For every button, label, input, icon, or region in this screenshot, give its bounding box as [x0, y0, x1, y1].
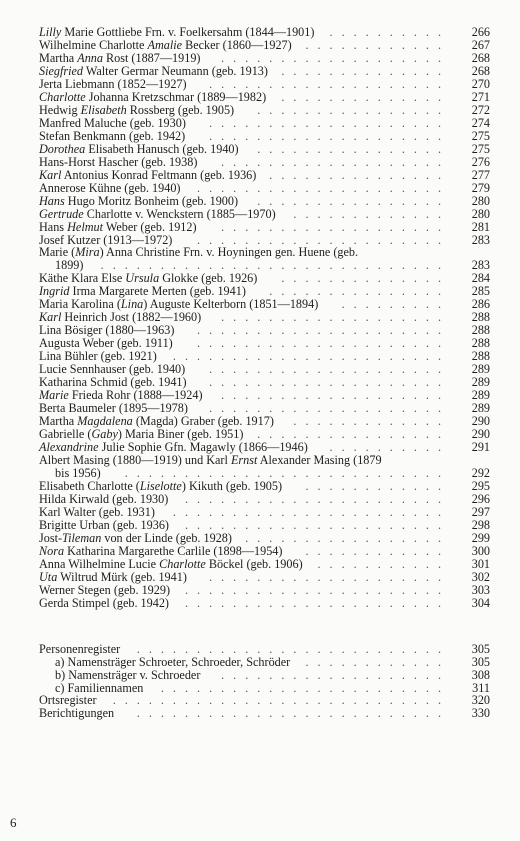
entry-page-number: 270 [471, 76, 490, 91]
section-gap [39, 610, 490, 643]
entry-page-number: 277 [471, 167, 490, 182]
entry-title-italic: Karl [39, 310, 62, 325]
entry-page-number: 284 [471, 271, 490, 286]
entry-title-part: Julie Sophie Gfn. Magawly (1866—1946) [98, 440, 308, 454]
entry-title-part: Marie Gottliebe Frn. v. Foelkersahm (1844—1901) [61, 25, 315, 39]
register-title: Berichtigungen [39, 706, 115, 721]
leader-dots: ..................... [197, 232, 450, 247]
leader-dots: .......... [329, 25, 450, 39]
entry-title-part: Anna Wilhelmine Lucie [39, 556, 160, 571]
entry-page-number: 298 [471, 517, 490, 532]
leader-dots: ............ [305, 37, 450, 52]
entry-page-number: 289 [471, 375, 490, 390]
leader-dots: ...................... [184, 595, 450, 610]
entry-page-number: 288 [471, 349, 490, 364]
leader-dots: ..................... [197, 336, 450, 351]
entry-title-italic: Helmut [67, 219, 103, 234]
register-entry [39, 643, 490, 656]
entry-title-italic: Siegfried [39, 63, 84, 78]
entry-page-number: 296 [471, 491, 490, 506]
entry-title-part: ) Maria Biner (geb. 1951) [117, 427, 244, 442]
leader-dots: ......... [341, 297, 450, 312]
entry-page-number: 266 [471, 25, 490, 39]
entry-title-italic: Mira [75, 245, 100, 260]
register-title: Ortsregister [39, 693, 97, 708]
entry-title-part: ) Anna Christine Frn. v. Hoyningen gen. Huene (geb. [99, 245, 359, 260]
entry-page-number: 275 [471, 141, 490, 156]
register-page-number: 308 [471, 667, 490, 682]
leader-dots: ..................... [197, 323, 450, 338]
entry-page-number: 303 [471, 582, 490, 597]
leader-dots: ............. [293, 206, 450, 221]
entry-title-italic: Gaby [91, 427, 118, 442]
leader-dots: ................... [221, 219, 450, 234]
entry-page-number: 276 [471, 154, 490, 169]
entry-title-italic: Lilly [39, 25, 62, 39]
entry-title-part: Lina Bühler (geb. 1921) [39, 349, 157, 364]
entry-page-number: 300 [471, 543, 490, 558]
entry-page-number: 272 [471, 102, 490, 117]
entry-title-part: Rossberg (geb. 1905) [126, 102, 235, 117]
register-title: Personenregister [39, 641, 121, 656]
entry-title-italic: Marie [39, 388, 69, 403]
leader-dots: ................... [221, 50, 450, 65]
entry-title-italic: Anna [77, 50, 103, 65]
entry-page-number: 290 [471, 427, 490, 442]
leader-dots: .............. [281, 89, 450, 104]
leader-dots: .................... [209, 128, 450, 143]
entry-title-part: Gabrielle ( [39, 427, 92, 442]
leader-dots: ............ [305, 543, 450, 558]
entry-page-number: 268 [471, 50, 490, 65]
entry-title-italic: Karl [39, 167, 62, 182]
entry-title-part: Hans [39, 219, 68, 234]
entry-title-part: Frieda Rohr (1888—1924) [68, 388, 203, 403]
leader-dots: .................... [209, 115, 450, 130]
biography-entry-list [39, 26, 490, 610]
entry-page-number: 288 [471, 310, 490, 325]
entry-page-number: 271 [471, 89, 490, 104]
leader-dots: .......................... [136, 706, 450, 721]
leader-dots: ................... [221, 388, 450, 403]
entry-title-italic: Uta [39, 569, 58, 584]
entry-page-number: 285 [471, 284, 490, 299]
leader-dots: .................... [209, 76, 450, 91]
leader-dots: ...................... [184, 582, 450, 597]
leader-dots: .................... [209, 375, 450, 390]
entry-title-part: Charlotte v. Wenckstern (1885—1970) [83, 206, 276, 221]
entry-title-italic: Ursula [125, 271, 160, 286]
entry-title-part: Jost- [39, 530, 63, 545]
entry-title-italic: Tileman [62, 530, 102, 545]
toc-entry [39, 246, 490, 272]
leader-dots: ............ [305, 654, 450, 669]
leader-dots: ................ [257, 141, 450, 156]
register-entry [39, 656, 490, 669]
entry-page-number: 267 [471, 37, 490, 52]
leader-dots: .......... [329, 440, 450, 454]
entry-page-number: 283 [471, 232, 490, 247]
entry-title-part: Glokke (geb. 1926) [159, 271, 258, 286]
register-title: c) Familiennamen [55, 680, 144, 695]
entry-title-part: Karl Walter (geb. 1931) [39, 504, 155, 519]
entry-title-part: Walter Germar Neumann (geb. 1913) [83, 63, 268, 78]
leader-dots: ........... [317, 556, 450, 571]
entry-title-part: ) Auguste Kelterborn (1851—1894) [143, 297, 319, 312]
entry-title-part: Hugo Moritz Bonheim (geb. 1900) [64, 193, 239, 208]
entry-title-italic: Amalie [147, 37, 183, 52]
entry-title-part: Martha [39, 50, 78, 65]
leader-dots: ................ [257, 102, 450, 117]
leader-dots: ................... [221, 154, 450, 169]
entry-title-italic: Charlotte [159, 556, 206, 571]
entry-page-number: 268 [471, 63, 490, 78]
entry-title-part: Marie ( [39, 245, 76, 260]
entry-page-number: 289 [471, 388, 490, 403]
leader-dots: ..................... [197, 180, 450, 195]
entry-title-part: Martha [39, 414, 78, 429]
leader-dots: ............................. [100, 258, 450, 273]
entry-page-number: 283 [471, 258, 490, 273]
entry-title-part: (Magda) Graber (geb. 1917) [132, 414, 274, 429]
entry-title-part: Albert Masing (1880—1919) und Karl [39, 452, 231, 467]
entry-title-italic: Magdalena [77, 414, 133, 429]
entry-page-number: 288 [471, 323, 490, 338]
entry-title-part: Wiltrud Mürk (geb. 1941) [57, 569, 187, 584]
leader-dots: .............. [281, 63, 450, 78]
entry-page-number: 290 [471, 414, 490, 429]
leader-dots: ................... [221, 667, 450, 682]
entry-title-part: Hilda Kirwald (geb. 1930) [39, 491, 169, 506]
entry-title-part: Weber (geb. 1912) [103, 219, 197, 234]
leader-dots: ................. [245, 530, 450, 545]
leader-dots: .................... [209, 569, 450, 584]
entry-page-number: 279 [471, 180, 490, 195]
entry-title-italic: Elisabeth [80, 102, 127, 117]
leader-dots: ................ [257, 193, 450, 208]
entry-title-part: von der Linde (geb. 1928) [101, 530, 232, 545]
entry-title-part: Katharina Margarethe Carlile (1898—1954) [64, 543, 283, 558]
entry-page-number: 297 [471, 504, 490, 519]
entry-page-number: 288 [471, 336, 490, 351]
entry-page-number: 280 [471, 206, 490, 221]
entry-title-part: Elisabeth Hanusch (geb. 1940) [85, 141, 239, 156]
entry-title-part: Irma Margarete Merten (geb. 1941) [69, 284, 246, 299]
entry-title-italic: Ingrid [39, 284, 70, 299]
entry-page-number: 301 [471, 556, 490, 571]
register-title: a) Namensträger Schroeter, Schroeder, Schröder [55, 654, 291, 669]
leader-dots: .................... [209, 401, 450, 416]
leader-dots: ....................... [172, 504, 450, 519]
entry-title-italic: Nora [39, 543, 65, 558]
leader-dots: .......................... [136, 641, 450, 656]
entry-title-continuation: bis 1956) [55, 465, 101, 480]
entry-title-italic: Gertrude [39, 206, 84, 221]
leader-dots: ............... [269, 284, 450, 299]
leader-dots: ........................ [160, 680, 450, 695]
leader-dots: ...................... [184, 517, 450, 532]
entry-page-number: 304 [471, 595, 490, 610]
entry-page-number: 295 [471, 478, 490, 493]
entry-title-part: Werner Stegen (geb. 1929) [39, 582, 171, 597]
entry-page-number: 280 [471, 193, 490, 208]
leader-dots: ............... [269, 167, 450, 182]
entry-title-continuation: 1899) [55, 258, 84, 273]
register-page-number: 305 [471, 654, 490, 669]
entry-title-part: Rost (1887—1919) [102, 50, 201, 65]
register-title: b) Namensträger v. Schroeder [55, 667, 201, 682]
entry-title-part: Josef Kutzer (1913—1972) [39, 232, 173, 247]
register-page-number: 305 [471, 641, 490, 656]
leader-dots: ............ [305, 478, 450, 493]
leader-dots: .................... [209, 362, 450, 377]
entry-title-italic: Charlotte [39, 89, 86, 104]
entry-page-number: 275 [471, 128, 490, 143]
entry-title-italic: Lina [120, 297, 144, 312]
register-entry [39, 669, 490, 682]
entry-title-part: Böckel (geb. 1906) [205, 556, 303, 571]
page-number: 6 [10, 815, 17, 830]
register-page-number: 311 [472, 680, 490, 695]
entry-page-number: 291 [471, 440, 490, 454]
entry-page-number: 292 [471, 465, 490, 480]
entry-title-part: Katharina Schmid (geb. 1941) [39, 375, 187, 390]
entry-page-number: 286 [471, 297, 490, 312]
entry-title-part: Berta Baumeler (1895—1978) [39, 401, 188, 416]
entry-title-part: Hans-Horst Hascher (geb. 1938) [39, 154, 198, 169]
entry-title-part: Gerda Stimpel (geb. 1942) [39, 595, 169, 610]
leader-dots: .............. [281, 271, 450, 286]
entry-title-part: Manfred Maluche (geb. 1930) [39, 115, 186, 130]
entry-page-number: 289 [471, 401, 490, 416]
entry-title-part: Becker (1860—1927) [182, 37, 292, 52]
toc-entry [39, 597, 490, 610]
leader-dots: ............. [293, 414, 450, 429]
entry-title-part: Maria Karolina ( [39, 297, 121, 312]
entry-title-part: Lina Bösiger (1880—1963) [39, 323, 175, 338]
entry-title-part: Johanna Kretzschmar (1889—1982) [85, 89, 267, 104]
entry-title-part: ) Kikuth (geb. 1905) [181, 478, 283, 493]
register-page-number: 320 [471, 693, 490, 708]
register-list [39, 643, 490, 721]
leader-dots: ........................... [124, 465, 450, 480]
entry-title-part: Hedwig [39, 102, 81, 117]
table-of-contents [39, 26, 490, 720]
entry-title-part: Wilhelmine Charlotte [39, 37, 148, 52]
register-entry [39, 707, 490, 720]
leader-dots: ....................... [172, 349, 450, 364]
entry-title-part: Jerta Liebmann (1852—1927) [39, 76, 187, 91]
entry-title-part: Annerose Kühne (geb. 1940) [39, 180, 181, 195]
entry-title-part: Käthe Klara Else [39, 271, 126, 286]
entry-title-part: Lucie Sennhauser (geb. 1940) [39, 362, 186, 377]
entry-title-part: Antonius Konrad Feltmann (geb. 1936) [61, 167, 257, 182]
leader-dots: ............................ [112, 693, 450, 708]
entry-title-part: Stefan Benkmann (geb. 1942) [39, 128, 186, 143]
entry-page-number: 289 [471, 362, 490, 377]
entry-title-italic: Ernst [230, 452, 258, 467]
leader-dots: ................... [221, 310, 450, 325]
toc-entry [39, 454, 490, 480]
entry-title-part: Alexander Masing (1879 [257, 452, 382, 467]
entry-title-part: Heinrich Jost (1882—1960) [61, 310, 202, 325]
entry-page-number: 302 [471, 569, 490, 584]
entry-page-number: 299 [471, 530, 490, 545]
leader-dots: ...................... [184, 491, 450, 506]
entry-page-number: 281 [471, 219, 490, 234]
entry-page-number: 274 [471, 115, 490, 130]
entry-title-part: Elisabeth Charlotte ( [39, 478, 140, 493]
entry-title-italic: Hans [39, 193, 65, 208]
entry-title-italic: Dorothea [39, 141, 86, 156]
entry-title-part: Augusta Weber (geb. 1911) [39, 336, 173, 351]
entry-title-italic: Liselotte [139, 478, 182, 493]
register-page-number: 330 [471, 706, 490, 721]
entry-title-italic: Alexandrine [39, 440, 99, 454]
entry-title-part: Brigitte Urban (geb. 1936) [39, 517, 169, 532]
leader-dots: ................ [257, 427, 450, 442]
